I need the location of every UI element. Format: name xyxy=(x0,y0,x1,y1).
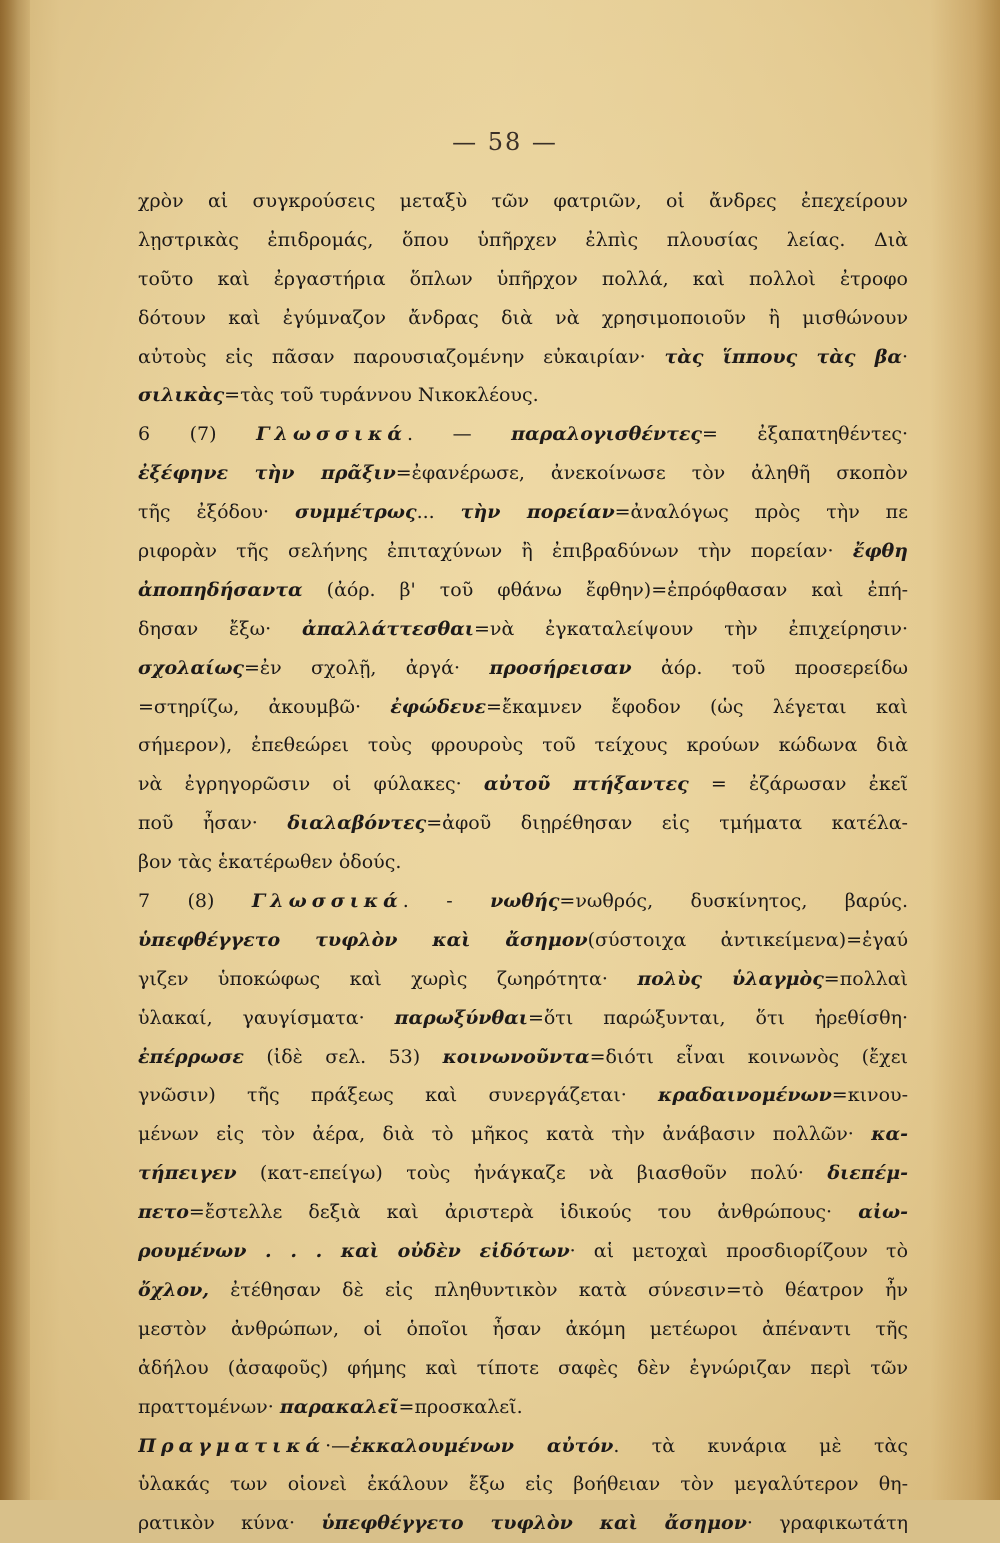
text-segment: αὐτοὺς εἰς πᾶσαν παρουσιαζομένην εὐκαιρίαν· xyxy=(138,345,665,368)
text-segment: . - xyxy=(402,890,491,913)
text-line xyxy=(138,960,908,999)
text-line xyxy=(138,804,908,843)
text-segment: ποῦ ἦσαν· xyxy=(138,812,288,835)
text-line xyxy=(138,610,908,649)
text-segment: χρὸν αἱ συγκρούσεις μεταξὺ τῶν φατριῶν, οἱ ἄνδρες ἐπεχείρουν xyxy=(138,190,908,212)
page-number: — 58 — xyxy=(452,128,558,156)
text-segment: 7 (8) xyxy=(138,890,252,913)
emphasized-term: ὄχλον, xyxy=(138,1278,209,1301)
emphasized-term: διαλαβόντες xyxy=(287,812,427,835)
text-segment: =ὅτι παρώξυνται, ὅτι ἠρεθίσθη· xyxy=(527,1006,908,1029)
emphasized-term: Γλωσσικά xyxy=(251,890,403,913)
text-line xyxy=(138,1388,908,1427)
text-segment: 6 (7) xyxy=(138,423,257,446)
text-line xyxy=(138,571,908,610)
text-segment: =ἔστελλε δεξιὰ καὶ ἀριστερὰ ἰδικούς του ἀνθρώπους· xyxy=(188,1201,859,1224)
emphasized-term: τὴν πορείαν xyxy=(460,501,615,524)
text-line xyxy=(138,299,908,338)
text-line xyxy=(138,1193,908,1232)
text-line xyxy=(138,338,908,377)
text-segment: σήμερον), ἐπεθεώρει τοὺς φρουροὺς τοῦ τείχους κρούων κώδωνα διὰ xyxy=(138,734,908,757)
text-segment: · γραφικωτάτη xyxy=(746,1512,908,1535)
text-line xyxy=(138,415,908,454)
text-line xyxy=(138,1076,908,1115)
text-segment: ρατικὸν κύνα· xyxy=(138,1512,322,1535)
text-line xyxy=(138,999,908,1038)
emphasized-term: σιλικὰς xyxy=(138,384,225,407)
emphasized-term: ἐπέρρωσε xyxy=(138,1045,244,1068)
emphasized-term: κοινωνοῦντα xyxy=(442,1045,590,1068)
text-segment: =ἔκαμνεν ἔφοδον (ὡς λέγεται καὶ xyxy=(486,695,908,718)
text-segment: ... xyxy=(416,501,461,524)
text-segment: ὑλακαί, γαυγίσματα· xyxy=(138,1006,395,1029)
emphasized-term: προσήρεισαν xyxy=(489,656,632,679)
text-segment: βον τὰς ἑκατέρωθεν ὁδούς. xyxy=(138,851,402,874)
text-line xyxy=(138,454,908,493)
emphasized-term: Γλωσσικά xyxy=(256,423,408,446)
emphasized-term: παρωξύνθαι xyxy=(394,1006,528,1029)
emphasized-term: πετο xyxy=(138,1201,189,1224)
text-segment: . τὰ κυνάρια μὲ τὰς xyxy=(613,1434,908,1457)
emphasized-term: Πραγματικά xyxy=(138,1434,326,1457)
text-segment: (κατ-επείγω) τοὺς ἠνάγκαζε νὰ βιασθοῦν πολύ· xyxy=(236,1162,828,1185)
text-segment: μένων εἰς τὸν ἀέρα, διὰ τὸ μῆκος κατὰ τὴν ἀνάβασιν πολλῶν· xyxy=(138,1123,872,1146)
text-segment: =κινου- xyxy=(831,1084,908,1107)
text-segment: =προσκαλεῖ. xyxy=(398,1395,523,1418)
text-line xyxy=(138,1310,908,1349)
text-line xyxy=(138,1427,908,1466)
text-line xyxy=(138,1115,908,1154)
text-segment: ὑλακάς των οἱονεὶ ἐκάλουν ἔξω εἰς βοήθειαν τὸν μεγαλύτερον θη- xyxy=(138,1473,908,1496)
emphasized-term: τήπειγεν xyxy=(138,1162,237,1185)
text-segment: = ἐξαπατηθέντες· xyxy=(701,423,908,446)
emphasized-term: ρουμένων . . . καὶ οὐδὲν εἰδότων xyxy=(138,1240,570,1263)
emphasized-term: σχολαίως xyxy=(138,656,244,679)
emphasized-term: ἐφώδευε xyxy=(390,695,487,718)
text-segment: =νὰ ἐγκαταλείψουν τὴν ἐπιχείρησιν· xyxy=(473,617,908,640)
text-segment: =νωθρός, δυσκίνητος, βαρύς. xyxy=(559,890,908,913)
text-segment: ·— xyxy=(325,1434,351,1457)
text-segment: δησαν ἔξω· xyxy=(138,617,302,640)
text-segment: =ἐν σχολῇ, ἀργά· xyxy=(243,656,490,679)
text-line xyxy=(138,882,908,921)
text-line xyxy=(138,843,908,882)
emphasized-term: κραδαινομένων xyxy=(658,1084,832,1107)
emphasized-term: ἐκκαλουμένων αὐτόν xyxy=(350,1434,614,1457)
text-segment: · αἱ μετοχαὶ προσδιορίζουν τὸ xyxy=(569,1240,908,1263)
emphasized-term: παραλογισθέντες xyxy=(511,423,702,446)
emphasized-term: ἐξέφηνε τὴν πρᾶξιν xyxy=(138,462,396,485)
text-line xyxy=(138,182,908,221)
emphasized-term: αἰω- xyxy=(858,1201,908,1224)
emphasized-term: ἀποπηδήσαντα xyxy=(138,578,303,601)
text-segment: ἀόρ. τοῦ προσερείδω xyxy=(631,656,908,679)
text-segment: =ἐφανέρωσε, ἀνεκοίνωσε τὸν ἀληθῆ σκοπὸν xyxy=(395,462,908,485)
book-spine-shadow xyxy=(0,0,30,1500)
text-segment: νὰ ἐγρηγορῶσιν οἱ φύλακες· xyxy=(138,773,484,796)
text-segment: γιζεν ὑποκώφως καὶ χωρὶς ζωηρότητα· xyxy=(138,967,638,990)
text-segment: ἀδήλου (ἀσαφοῦς) φήμης καὶ τίποτε σαφὲς δὲν ἐγνώριζαν περὶ τῶν xyxy=(138,1356,908,1379)
text-line xyxy=(138,532,908,571)
text-segment: = ἐζάρωσαν ἐκεῖ xyxy=(688,773,908,796)
emphasized-term: κα- xyxy=(871,1123,908,1146)
text-segment: (σύστοιχα ἀντικείμενα)=ἐγαύ xyxy=(587,928,908,951)
emphasized-term: ἀπαλλάττεσθαι xyxy=(301,617,474,640)
text-segment: (ἰδὲ σελ. 53) xyxy=(243,1045,443,1068)
text-segment: =ἀναλόγως πρὸς τὴν πε xyxy=(614,501,908,524)
text-segment: =διότι εἶναι κοινωνὸς (ἔχει xyxy=(589,1045,908,1068)
text-line xyxy=(138,726,908,765)
text-segment: (ἀόρ. β' τοῦ φθάνω ἔφθην)=ἐπρόφθασαν καὶ ἐπή- xyxy=(302,578,908,601)
emphasized-term: αὐτοῦ πτήξαντες xyxy=(483,773,689,796)
text-line xyxy=(138,1154,908,1193)
text-line xyxy=(138,1465,908,1504)
text-segment: . — xyxy=(407,423,512,446)
text-line xyxy=(138,1232,908,1271)
text-segment: =ἀφοῦ διῃρέθησαν εἰς τμήματα κατέλα- xyxy=(426,812,908,835)
text-line xyxy=(138,1271,908,1310)
text-line xyxy=(138,1504,908,1543)
text-segment: =τὰς τοῦ τυράννου Νικοκλέους. xyxy=(224,384,539,407)
text-line xyxy=(138,1038,908,1077)
text-segment: μεστὸν ἀνθρώπων, οἱ ὁποῖοι ἦσαν ἀκόμη μετέωροι ἀπέναντι τῆς xyxy=(138,1317,908,1340)
emphasized-term: συμμέτρως xyxy=(294,501,417,524)
emphasized-term: πολὺς ὑλαγμὸς xyxy=(637,967,824,990)
text-segment: πραττομένων· xyxy=(138,1395,280,1418)
text-segment: τῆς ἐξόδου· xyxy=(138,501,295,524)
text-segment: ριφορὰν τῆς σελήνης ἐπιταχύνων ἢ ἐπιβραδύνων τὴν πορείαν· xyxy=(138,540,853,563)
text-line xyxy=(138,260,908,299)
text-line xyxy=(138,1349,908,1388)
text-segment: λῃστρικὰς ἐπιδρομάς, ὅπου ὑπῆρχεν ἐλπὶς πλουσίας λείας. Διὰ xyxy=(138,228,908,251)
text-line xyxy=(138,221,908,260)
text-segment: τοῦτο καὶ ἐργαστήρια ὅπλων ὑπῆρχον πολλά, καὶ πολλοὶ ἐτροφο xyxy=(138,267,908,290)
emphasized-term: ὑπεφθέγγετο τυφλὸν καὶ ἄσημον xyxy=(321,1512,747,1535)
text-line xyxy=(138,493,908,532)
text-line xyxy=(138,921,908,960)
text-segment: · xyxy=(901,345,908,368)
body-text xyxy=(138,182,908,1543)
emphasized-term: παρακαλεῖ xyxy=(279,1395,399,1418)
text-line xyxy=(138,688,908,727)
emphasized-term: ἔφθη xyxy=(852,540,908,563)
emphasized-term: τὰς ἵππους τὰς βα xyxy=(664,345,902,368)
text-segment: =πολλαὶ xyxy=(823,967,908,990)
text-segment: δότουν καὶ ἐγύμναζον ἄνδρας διὰ νὰ χρησιμοποιοῦν ἢ μισθώνουν xyxy=(138,306,908,329)
text-segment: γνῶσιν) τῆς πράξεως καὶ συνεργάζεται· xyxy=(138,1084,659,1107)
text-segment: ἐτέθησαν δὲ εἰς πληθυντικὸν κατὰ σύνεσιν=τὸ θέατρον ἦν xyxy=(208,1278,908,1301)
emphasized-term: διεπέμ- xyxy=(827,1162,908,1185)
text-segment: =στηρίζω, ἀκουμβῶ· xyxy=(138,695,391,718)
text-line xyxy=(138,765,908,804)
text-line xyxy=(138,376,908,415)
emphasized-term: νωθής xyxy=(490,890,560,913)
text-line xyxy=(138,649,908,688)
emphasized-term: ὑπεφθέγγετο τυφλὸν καὶ ἄσημον xyxy=(138,928,588,951)
